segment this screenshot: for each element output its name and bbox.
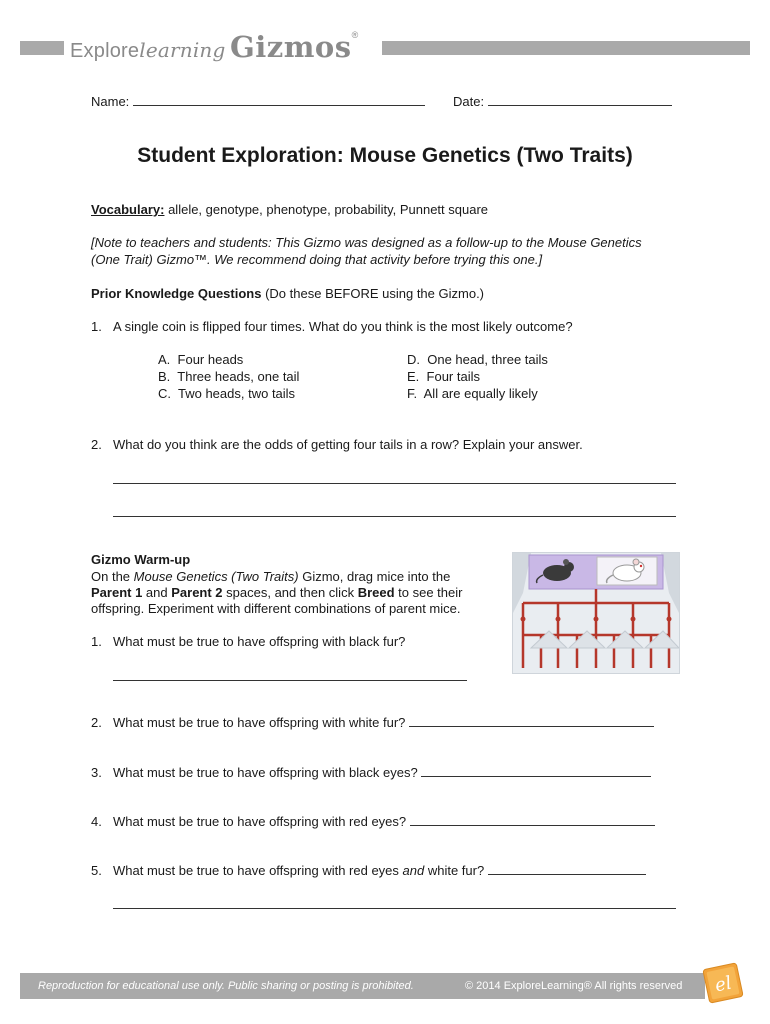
gizmo-illustration (513, 553, 679, 673)
warmup-q5-text-a: What must be true to have offspring with red eyes (113, 863, 403, 878)
warmup-q2-text: What must be true to have offspring with white fur? (113, 715, 406, 730)
explorelearning-gizmos-logo (70, 30, 358, 64)
warmup-q3-number: 3. (91, 765, 102, 780)
gizmo-screenshot-image (512, 552, 680, 674)
prior-heading-note: (Do these BEFORE using the Gizmo.) (265, 286, 485, 301)
logo-explore-text: Explore (70, 40, 140, 62)
prior-knowledge-heading (91, 285, 484, 302)
warmup-q4 (113, 813, 655, 830)
explorelearning-badge-icon (700, 960, 746, 1006)
note-line-2: (One Trait) Gizmo™. We recommend doing that activity before trying this one.] (91, 252, 543, 267)
warmup-q5 (113, 862, 646, 879)
vocabulary-terms: allele, genotype, phenotype, probability, Punnett square (168, 202, 489, 217)
logo-reg-mark: ® (351, 30, 359, 40)
answer-line[interactable] (113, 908, 676, 909)
warmup-q1-text: What must be true to have offspring with black fur? (113, 634, 406, 649)
warmup-q2-number: 2. (91, 715, 102, 730)
name-field[interactable] (91, 93, 425, 110)
date-field[interactable] (453, 93, 672, 110)
warmup-q4-number: 4. (91, 814, 102, 829)
warmup-heading: Gizmo Warm-up (91, 552, 191, 567)
date-blank[interactable] (488, 93, 672, 106)
header-bar-left (20, 41, 64, 55)
answer-line[interactable] (113, 516, 676, 517)
option-b: B. Three heads, one tail (158, 369, 300, 384)
warmup-q4-text: What must be true to have offspring with red eyes? (113, 814, 407, 829)
header-bar-right (382, 41, 750, 55)
option-d: D. One head, three tails (407, 352, 548, 367)
note-line-1: [Note to teachers and students: This Gizmo was designed as a follow-up to the Mouse Genetics (91, 235, 642, 250)
option-e: E. Four tails (407, 369, 480, 384)
option-c: C. Two heads, two tails (158, 386, 296, 401)
answer-line[interactable] (113, 483, 676, 484)
logo-gizmos-text: Gizmos (229, 30, 352, 64)
warmup-paragraph-line-1: On the Mouse Genetics (Two Traits) Gizmo, drag mice into the (91, 569, 451, 584)
warmup-paragraph-line-2: Parent 1 and Parent 2 spaces, and then click Breed to see their (91, 585, 463, 600)
date-label: Date: (453, 94, 485, 109)
prior-q1-text: A single coin is flipped four times. What do you think is the most likely outcome? (113, 319, 573, 334)
answer-blank[interactable] (410, 813, 655, 826)
prior-q2-text: What do you think are the odds of getting four tails in a row? Explain your answer. (113, 437, 583, 452)
vocabulary-line (91, 201, 488, 218)
footer-rights: © 2014 ExploreLearning® All rights reserved (465, 980, 683, 992)
warmup-q2 (113, 714, 654, 731)
footer-copyright-notice: Reproduction for educational use only. Public sharing or posting is prohibited. (38, 980, 414, 992)
option-a: A. Four heads (158, 352, 244, 367)
prior-q2-number: 2. (91, 437, 102, 452)
warmup-q5-text-and: and (402, 863, 425, 878)
name-blank[interactable] (133, 93, 425, 106)
answer-blank[interactable] (409, 714, 654, 727)
warmup-q1-number: 1. (91, 634, 102, 649)
answer-blank[interactable] (488, 862, 646, 875)
warmup-q3 (113, 764, 651, 781)
logo-learning-text: learning (139, 38, 226, 62)
prior-q1-number: 1. (91, 319, 102, 334)
name-label: Name: (91, 94, 130, 109)
warmup-q5-number: 5. (91, 863, 102, 878)
vocabulary-label: Vocabulary: (91, 202, 165, 217)
page-title: Student Exploration: Mouse Genetics (Two Traits) (137, 144, 633, 167)
warmup-q3-text: What must be true to have offspring with black eyes? (113, 765, 418, 780)
option-f: F. All are equally likely (407, 386, 538, 401)
answer-line[interactable] (113, 680, 467, 681)
prior-heading-bold: Prior Knowledge Questions (91, 286, 262, 301)
warmup-paragraph-line-3: offspring. Experiment with different combinations of parent mice. (91, 601, 461, 616)
svg-text:el: el (713, 972, 734, 997)
answer-blank[interactable] (421, 764, 651, 777)
warmup-q5-text-c: white fur? (424, 863, 485, 878)
teacher-note (91, 234, 642, 268)
